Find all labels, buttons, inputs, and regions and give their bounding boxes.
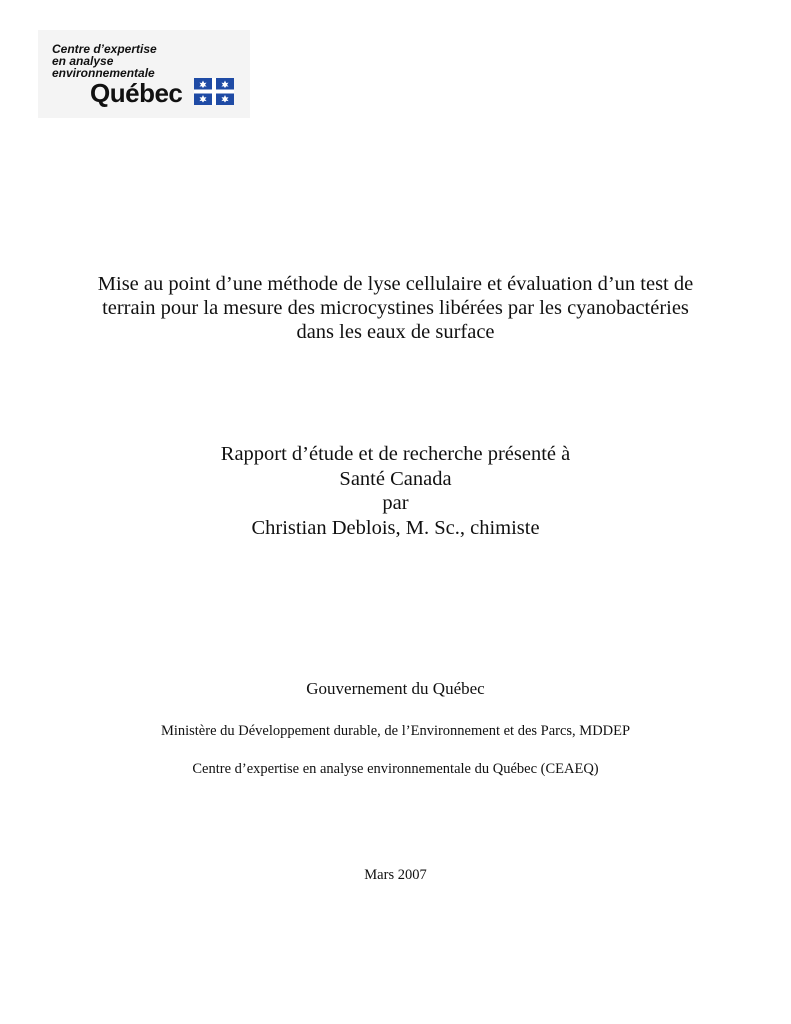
title-line-3: dans les eaux de surface [296, 321, 495, 343]
logo-wordmark: Québec [90, 78, 183, 108]
centre-name: Centre d’expertise en analyse environnementale du Québec (CEAEQ) [192, 761, 599, 777]
publication-date: Mars 2007 [364, 867, 427, 883]
title-line-1: Mise au point d’une méthode de lyse cellulaire et évaluation d’un test de [97, 273, 694, 295]
title-line-2: terrain pour la mesure des microcystines libérées par les cyanobactéries [102, 297, 689, 319]
report-recipient: Santé Canada [339, 467, 452, 490]
report-description: Rapport d’étude et de recherche présenté à [220, 443, 571, 465]
ceaeq-logo [38, 30, 250, 118]
report-by: par [382, 492, 409, 514]
logo-text-line-2: en analyse [52, 54, 114, 68]
quebec-flag-icon [194, 78, 234, 105]
logo-text-line-1: Centre d’expertise [52, 42, 157, 56]
report-block [60, 442, 731, 540]
ministry-name: Ministère du Développement durable, de l’Environnement et des Parcs, MDDEP [160, 723, 631, 739]
report-author: Christian Deblois, M. Sc., chimiste [251, 516, 540, 539]
document-title [60, 272, 731, 344]
government-name: Gouvernement du Québec [306, 679, 485, 698]
logo-text-line-3: environnementale [52, 66, 155, 80]
